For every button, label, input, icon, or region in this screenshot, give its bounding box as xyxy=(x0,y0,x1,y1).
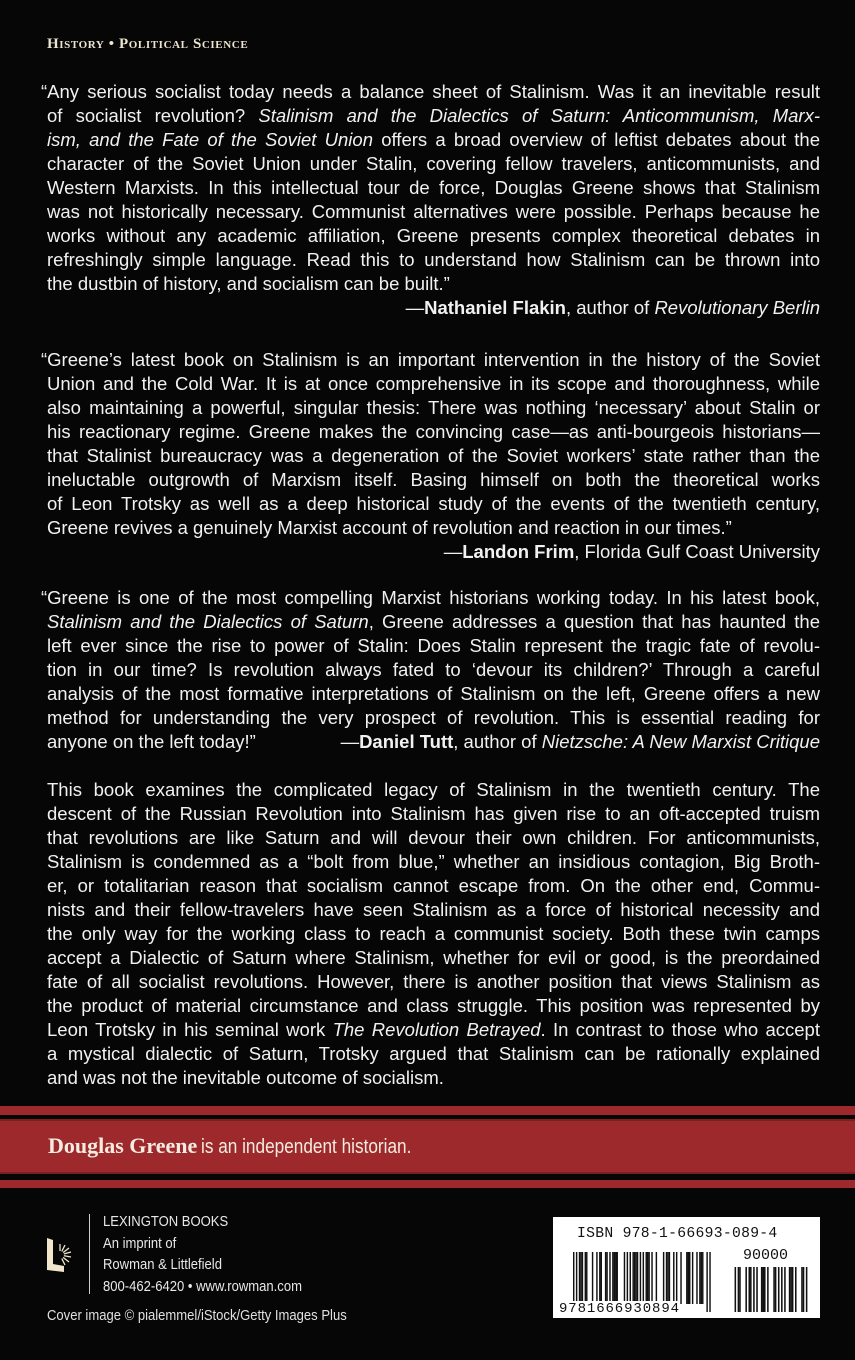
text-segment: , author of xyxy=(565,297,655,318)
text-line xyxy=(47,922,820,946)
line-content xyxy=(47,1019,820,1040)
text-line xyxy=(47,420,820,444)
text-line xyxy=(47,706,820,730)
addon-bar xyxy=(773,1267,775,1312)
line-content xyxy=(41,349,820,370)
addon-bar xyxy=(806,1267,808,1312)
attribution-line xyxy=(47,540,820,564)
line-content xyxy=(47,225,820,246)
text-segment: Leon Trotsky in his seminal work xyxy=(47,1019,333,1040)
line-content xyxy=(47,730,820,754)
text-segment: nists and their fellow-travelers have seen Stalinism as a force of historical necessity and xyxy=(47,899,820,920)
line-content xyxy=(47,153,820,174)
line-content xyxy=(47,105,820,126)
addon-bar xyxy=(792,1267,794,1312)
text-segment: — xyxy=(340,731,360,752)
text-segment: , Florida Gulf Coast University xyxy=(574,541,820,562)
addon-bar xyxy=(750,1267,752,1312)
line-content xyxy=(41,81,820,102)
addon-bar xyxy=(775,1267,777,1312)
barcode-bar xyxy=(699,1252,700,1304)
addon-bar xyxy=(778,1267,780,1312)
line-content xyxy=(47,851,820,872)
barcode-bar xyxy=(614,1252,615,1304)
text-segment: . In contrast to those who accept xyxy=(540,1019,820,1040)
text-segment: “Any serious socialist today needs a balance sheet of Stalinism. Was it an inevitable result xyxy=(41,81,820,102)
text-segment: Stalinism is condemned as a “bolt from blue,” whether an insidious contagion, Big Broth- xyxy=(47,851,820,872)
line-content xyxy=(47,683,820,704)
barcode-bar xyxy=(709,1252,710,1312)
lexington-logo-icon xyxy=(46,1236,78,1276)
text-segment: was not historically necessary. Communist alternatives were possible. Perhaps because he xyxy=(47,201,820,222)
italic-text: Stalinism and the Dialectics of Saturn: Anticommunism, Marx- xyxy=(258,105,820,126)
barcode-bar xyxy=(680,1252,681,1304)
barcode-bar xyxy=(592,1252,593,1304)
line-content xyxy=(47,397,820,418)
book-description xyxy=(47,778,820,1090)
barcode-bar xyxy=(585,1252,586,1304)
quote-ending xyxy=(47,730,256,754)
text-line xyxy=(47,610,820,634)
addon-bar xyxy=(789,1267,791,1312)
addon-bar xyxy=(735,1267,737,1312)
text-line xyxy=(47,468,820,492)
text-line xyxy=(47,152,820,176)
text-segment: a mystical dialectic of Saturn, Trotsky argued that Stalinism can be rationally explained xyxy=(47,1043,820,1064)
barcode-bar xyxy=(648,1252,649,1304)
attribution-line xyxy=(47,296,820,320)
text-segment: anyone on the left today!” xyxy=(47,731,256,752)
barcode-bar xyxy=(579,1252,580,1304)
line-content xyxy=(47,827,820,848)
addon-bar xyxy=(767,1267,769,1312)
barcode-bar xyxy=(632,1252,633,1304)
text-line xyxy=(47,224,820,248)
italic-text: ism, and the Fate of the Soviet Union xyxy=(47,129,373,150)
publisher-info xyxy=(103,1212,324,1298)
text-line xyxy=(47,1066,820,1090)
text-segment: Greene revives a genuinely Marxist account of revolution and reaction in our times.” xyxy=(47,517,732,538)
band-stripe-top xyxy=(0,1106,855,1115)
barcode-bar xyxy=(609,1252,610,1304)
text-line xyxy=(47,272,820,296)
publisher-parent: Rowman & Littlefield xyxy=(103,1257,222,1273)
line-content xyxy=(47,201,820,222)
italic-text: Nietzsche: A New Marxist Critique xyxy=(541,731,820,752)
barcode-bar xyxy=(601,1252,602,1304)
barcode-bar xyxy=(615,1252,616,1304)
line-content xyxy=(47,971,820,992)
barcode-bar xyxy=(596,1252,597,1304)
italic-text: Stalinism and the Dialectics of Saturn xyxy=(47,611,369,632)
text-segment: ineluctable outgrowth of Marxism itself. Basing himself on both the theoretical works xyxy=(47,469,820,490)
text-segment: that Stalinist bureaucracy was a degeneration of the Soviet workers’ state rather than the xyxy=(47,445,820,466)
addon-bar xyxy=(790,1267,792,1312)
text-segment: works without any academic affiliation, Greene presents complex theoretical debates in xyxy=(47,225,820,246)
text-line xyxy=(47,176,820,200)
line-content xyxy=(47,373,820,394)
barcode-bar xyxy=(599,1252,600,1304)
line-content xyxy=(47,249,820,270)
attribution xyxy=(341,730,820,754)
barcode-bar xyxy=(692,1252,693,1304)
category-label: History • Political Science xyxy=(47,36,249,52)
line-content xyxy=(444,540,820,564)
barcode-bar xyxy=(612,1252,613,1304)
cover-image-credit: Cover image © pialemmel/iStock/Getty Images Plus xyxy=(47,1308,347,1324)
barcode-bar xyxy=(606,1252,607,1304)
line-content xyxy=(47,875,820,896)
text-segment: and was not the inevitable outcome of socialism. xyxy=(47,1067,444,1088)
barcode-bar xyxy=(696,1252,697,1304)
author-bio xyxy=(48,1133,446,1159)
text-line xyxy=(47,492,820,516)
text-segment: refreshingly simple language. Read this to understand how Stalinism can be thrown into xyxy=(47,249,820,270)
text-line xyxy=(47,898,820,922)
line-content xyxy=(47,923,820,944)
text-segment: This book examines the complicated legacy of Stalinism in the twentieth century. The xyxy=(47,779,820,800)
text-segment: offers a broad overview of leftist debates about the xyxy=(372,129,820,150)
text-segment: accept a Dialectic of Saturn where Stalinism, whether for evil or good, is the preordained xyxy=(47,947,820,968)
text-line xyxy=(47,826,820,850)
text-segment: the only way for the working class to reach a communist society. Both these twin camps xyxy=(47,923,820,944)
line-content xyxy=(47,611,820,632)
text-line xyxy=(47,444,820,468)
barcode-bar xyxy=(702,1252,703,1304)
addon-bar xyxy=(756,1267,758,1312)
text-line xyxy=(47,396,820,420)
line-content xyxy=(47,707,820,728)
addon-bar xyxy=(739,1267,741,1312)
text-segment: left ever since the rise to power of Stalin: Does Stalin represent the tragic fate of revolu- xyxy=(47,635,820,656)
line-content xyxy=(47,516,732,540)
addon-bar xyxy=(738,1267,740,1312)
text-line xyxy=(47,874,820,898)
text-segment: fate of all socialist revolutions. However, there is another position that views Stalinism as xyxy=(47,971,820,992)
line-content xyxy=(47,1043,820,1064)
barcode-bar xyxy=(624,1252,625,1304)
bold-text: Nathaniel Flakin xyxy=(424,297,566,318)
barcode-bar xyxy=(634,1252,635,1304)
isbn-barcode xyxy=(553,1217,820,1318)
text-line xyxy=(47,946,820,970)
barcode-bar xyxy=(673,1252,674,1304)
line-content xyxy=(47,899,820,920)
barcode-bar xyxy=(667,1252,668,1304)
text-segment: Union and the Cold War. It is at once comprehensive in its scope and thoroughness, while xyxy=(47,373,820,394)
addon-bar xyxy=(784,1267,786,1312)
text-line xyxy=(47,970,820,994)
text-segment: , Greene addresses a question that has haunted the xyxy=(368,611,820,632)
author-bio-text: is an independent historian. xyxy=(201,1136,412,1158)
barcode-bar xyxy=(582,1252,583,1304)
text-segment: the product of material circumstance and class struggle. This position was represented by xyxy=(47,995,820,1016)
text-segment: his reactionary regime. Greene makes the convincing case—as anti-bourgeois historians— xyxy=(47,421,820,442)
barcode-bar xyxy=(580,1252,581,1304)
italic-text: The Revolution Betrayed xyxy=(332,1019,541,1040)
text-segment: — xyxy=(443,541,463,562)
text-segment: analysis of the most formative interpretations of Stalinism on the left, Greene offers a new xyxy=(47,683,820,704)
text-segment: also maintaining a powerful, singular thesis: There was nothing ‘necessary’ about Stalin or xyxy=(47,397,820,418)
text-segment: of Leon Trotsky as well as a deep historical study of the events of the twentieth century, xyxy=(47,493,820,514)
text-line xyxy=(47,372,820,396)
text-segment: the dustbin of history, and socialism can be built.” xyxy=(47,273,450,294)
barcode-bar xyxy=(647,1252,648,1304)
publisher-imprint: An imprint of xyxy=(103,1235,177,1252)
text-line xyxy=(47,516,820,540)
text-line xyxy=(41,586,820,610)
addon-bar xyxy=(745,1267,747,1312)
text-line xyxy=(47,658,820,682)
addon-bar xyxy=(753,1267,755,1312)
text-line xyxy=(47,802,820,826)
text-segment: , author of xyxy=(453,731,542,752)
text-segment: “Greene’s latest book on Stalinism is an important intervention in the history of the Soviet xyxy=(41,349,820,370)
barcode-bar xyxy=(688,1252,689,1304)
text-line xyxy=(47,104,820,128)
line-content xyxy=(47,803,820,824)
text-segment: “Greene is one of the most compelling Marxist historians working today. In his latest book, xyxy=(41,587,820,608)
publisher-name: LEXINGTON BOOKS xyxy=(103,1214,229,1230)
barcode-bar xyxy=(669,1252,670,1304)
barcode-bar xyxy=(689,1252,690,1304)
ean-digits: 9781666930894 xyxy=(559,1301,680,1317)
addon-bar xyxy=(781,1267,783,1312)
text-line xyxy=(47,634,820,658)
line-content xyxy=(41,587,820,608)
text-line xyxy=(47,730,820,754)
line-content xyxy=(47,1066,444,1090)
line-content xyxy=(47,995,820,1016)
line-content xyxy=(47,493,820,514)
text-line xyxy=(41,80,820,104)
author-name: Douglas Greene xyxy=(48,1133,198,1158)
barcode-bar xyxy=(646,1252,647,1304)
addon-bar xyxy=(764,1267,766,1312)
band-stripe-bottom xyxy=(0,1180,855,1188)
barcode-bar xyxy=(656,1252,657,1304)
text-line xyxy=(47,778,820,802)
text-segment: er, or totalitarian reason that socialism cannot escape from. On the other end, Commu- xyxy=(47,875,820,896)
barcode-bar xyxy=(617,1252,618,1304)
text-line xyxy=(41,348,820,372)
isbn-label: ISBN 978-1-66693-089-4 xyxy=(577,1225,778,1242)
line-content xyxy=(406,296,820,320)
line-content xyxy=(47,177,820,198)
line-content xyxy=(47,445,820,466)
barcode-bar xyxy=(686,1252,687,1304)
text-line xyxy=(47,1042,820,1066)
blurb-quote-tutt xyxy=(41,586,820,754)
text-line xyxy=(47,994,820,1018)
line-content xyxy=(47,272,450,296)
line-content xyxy=(47,635,820,656)
publisher-divider xyxy=(89,1214,90,1294)
line-content xyxy=(47,421,820,442)
barcode-bar xyxy=(651,1252,652,1304)
addon-bar xyxy=(801,1267,803,1312)
text-line xyxy=(47,1018,820,1042)
publisher-contact: 800-462-6420 • www.rowman.com xyxy=(103,1278,302,1295)
barcode-bar xyxy=(635,1252,636,1304)
text-segment: Western Marxists. In this intellectual tour de force, Douglas Greene shows that Stalinism xyxy=(47,177,820,198)
addon-bar xyxy=(761,1267,763,1312)
line-content xyxy=(47,129,820,150)
barcode-bar xyxy=(586,1252,587,1304)
text-segment: that revolutions are like Saturn and will devour their own children. For anticommunists, xyxy=(47,827,820,848)
barcode-bar xyxy=(701,1252,702,1304)
barcode-bar xyxy=(666,1252,667,1304)
text-line xyxy=(47,200,820,224)
addon-bar xyxy=(762,1267,764,1312)
text-line xyxy=(47,682,820,706)
barcode-bar xyxy=(630,1252,631,1304)
price-addon-label: 90000 xyxy=(743,1247,789,1264)
blurb-quote-frim xyxy=(41,348,820,564)
addon-bar xyxy=(749,1267,751,1312)
addon-bar xyxy=(803,1267,805,1312)
text-segment: method for understanding the very prospect of revolution. This is essential reading for xyxy=(47,707,820,728)
line-content xyxy=(47,779,820,800)
text-segment: of socialist revolution? xyxy=(47,105,259,126)
barcode-bar xyxy=(637,1252,638,1304)
barcode-bar xyxy=(706,1252,707,1312)
text-segment: tion in our time? Is revolution always fated to ‘devour its children?’ Through a careful xyxy=(47,659,820,680)
barcode-bar xyxy=(676,1252,677,1304)
addon-bar xyxy=(795,1267,797,1312)
line-content xyxy=(47,469,820,490)
text-line xyxy=(47,248,820,272)
barcode-bar xyxy=(605,1252,606,1304)
line-content xyxy=(47,947,820,968)
bold-text: Landon Frim xyxy=(462,541,575,562)
text-segment: — xyxy=(405,297,425,318)
blurb-quote-flakin xyxy=(41,80,820,320)
text-line xyxy=(47,128,820,152)
barcode-bar xyxy=(627,1252,628,1304)
text-segment: character of the Soviet Union under Stalin, covering fellow travelers, anticommunists, and xyxy=(47,153,820,174)
italic-text: Revolutionary Berlin xyxy=(654,297,820,318)
bold-text: Daniel Tutt xyxy=(359,731,454,752)
line-content xyxy=(47,659,820,680)
barcode-bar xyxy=(663,1252,664,1304)
text-segment: descent of the Russian Revolution into Stalinism has given rise to an oft-accepted truism xyxy=(47,803,820,824)
text-line xyxy=(47,850,820,874)
